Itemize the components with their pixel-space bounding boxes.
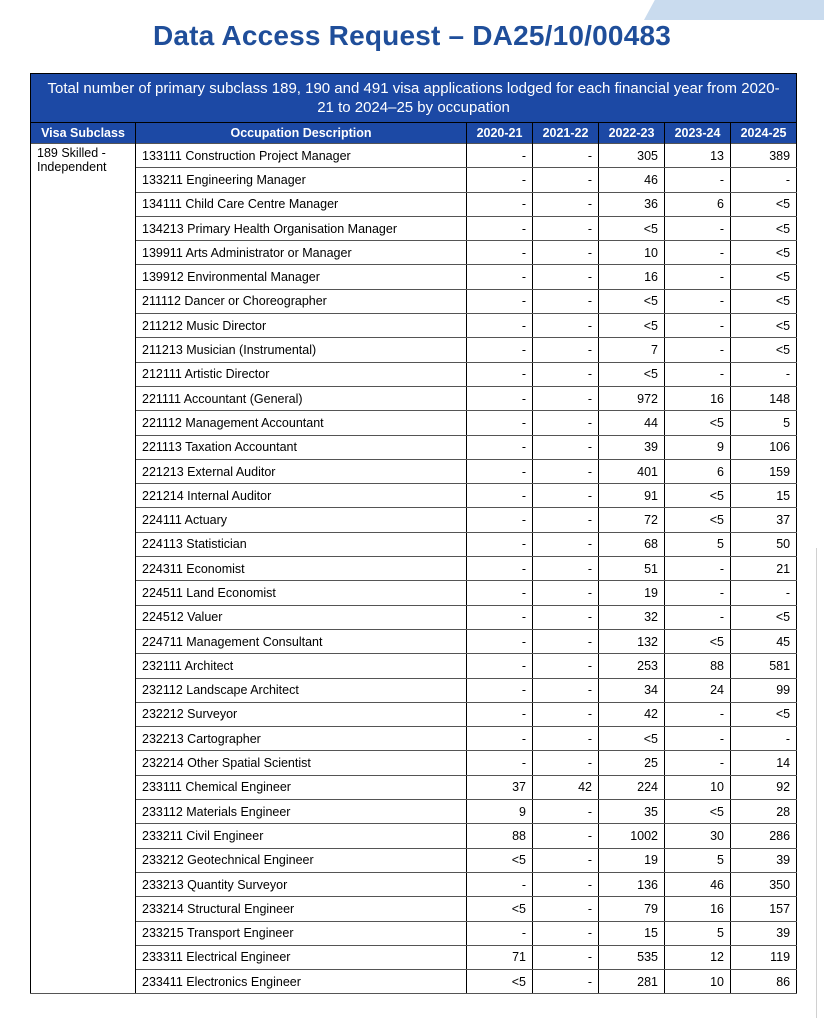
value-cell: -: [533, 144, 599, 168]
value-cell: <5: [731, 338, 797, 362]
value-cell: -: [665, 168, 731, 192]
value-cell: <5: [467, 848, 533, 872]
occupation-cell: 139911 Arts Administrator or Manager: [136, 241, 467, 265]
value-cell: 37: [731, 508, 797, 532]
value-cell: -: [467, 629, 533, 653]
occupation-cell: 224311 Economist: [136, 557, 467, 581]
value-cell: <5: [599, 289, 665, 313]
occupation-cell: 233411 Electronics Engineer: [136, 970, 467, 994]
value-cell: -: [467, 605, 533, 629]
value-cell: 119: [731, 945, 797, 969]
value-cell: 88: [665, 654, 731, 678]
value-cell: 224: [599, 775, 665, 799]
value-cell: -: [533, 605, 599, 629]
value-cell: <5: [731, 241, 797, 265]
value-cell: -: [533, 484, 599, 508]
occupation-cell: 134213 Primary Health Organisation Manager: [136, 216, 467, 240]
col-header-visa-subclass: Visa Subclass: [31, 123, 136, 144]
value-cell: -: [467, 654, 533, 678]
occupation-cell: 224111 Actuary: [136, 508, 467, 532]
value-cell: -: [533, 702, 599, 726]
value-cell: <5: [467, 897, 533, 921]
table-row: [31, 484, 797, 508]
value-cell: -: [533, 241, 599, 265]
value-cell: 6: [665, 459, 731, 483]
value-cell: 36: [599, 192, 665, 216]
table-row: [31, 144, 797, 168]
value-cell: 12: [665, 945, 731, 969]
column-header-row: [31, 123, 797, 144]
value-cell: -: [467, 751, 533, 775]
value-cell: -: [533, 459, 599, 483]
value-cell: 35: [599, 800, 665, 824]
table-row: [31, 508, 797, 532]
value-cell: 39: [731, 921, 797, 945]
value-cell: -: [467, 192, 533, 216]
value-cell: <5: [665, 629, 731, 653]
value-cell: -: [665, 605, 731, 629]
occupation-cell: 224113 Statistician: [136, 532, 467, 556]
value-cell: -: [467, 459, 533, 483]
value-cell: -: [665, 216, 731, 240]
value-cell: <5: [731, 314, 797, 338]
table-row: [31, 241, 797, 265]
table-row: [31, 411, 797, 435]
value-cell: 51: [599, 557, 665, 581]
value-cell: 9: [467, 800, 533, 824]
table-row: [31, 702, 797, 726]
value-cell: -: [665, 702, 731, 726]
value-cell: 19: [599, 848, 665, 872]
value-cell: 286: [731, 824, 797, 848]
occupation-cell: 232111 Architect: [136, 654, 467, 678]
table-row: [31, 338, 797, 362]
occupation-cell: 221111 Accountant (General): [136, 386, 467, 410]
value-cell: -: [533, 654, 599, 678]
value-cell: 7: [599, 338, 665, 362]
value-cell: 159: [731, 459, 797, 483]
value-cell: 32: [599, 605, 665, 629]
value-cell: 305: [599, 144, 665, 168]
value-cell: 92: [731, 775, 797, 799]
value-cell: 132: [599, 629, 665, 653]
table-row: [31, 532, 797, 556]
value-cell: <5: [731, 192, 797, 216]
value-cell: -: [467, 168, 533, 192]
occupation-cell: 224512 Valuer: [136, 605, 467, 629]
value-cell: 44: [599, 411, 665, 435]
table-row: [31, 216, 797, 240]
value-cell: -: [665, 557, 731, 581]
value-cell: -: [467, 216, 533, 240]
value-cell: 42: [599, 702, 665, 726]
value-cell: -: [467, 581, 533, 605]
table-row: [31, 168, 797, 192]
value-cell: -: [467, 921, 533, 945]
value-cell: -: [467, 484, 533, 508]
col-header-2020-21: 2020-21: [467, 123, 533, 144]
value-cell: 72: [599, 508, 665, 532]
occupation-cell: 233211 Civil Engineer: [136, 824, 467, 848]
value-cell: -: [665, 581, 731, 605]
value-cell: 157: [731, 897, 797, 921]
value-cell: -: [533, 800, 599, 824]
value-cell: -: [467, 386, 533, 410]
value-cell: -: [533, 921, 599, 945]
value-cell: -: [533, 970, 599, 994]
occupation-cell: 233215 Transport Engineer: [136, 921, 467, 945]
value-cell: -: [533, 897, 599, 921]
value-cell: -: [467, 532, 533, 556]
value-cell: <5: [467, 970, 533, 994]
value-cell: 15: [731, 484, 797, 508]
value-cell: -: [467, 435, 533, 459]
occupation-cell: 211213 Musician (Instrumental): [136, 338, 467, 362]
page-title: Data Access Request – DA25/10/00483: [152, 20, 672, 51]
value-cell: -: [467, 338, 533, 362]
value-cell: -: [533, 678, 599, 702]
table-row: [31, 289, 797, 313]
value-cell: -: [533, 314, 599, 338]
occupation-cell: 211112 Dancer or Choreographer: [136, 289, 467, 313]
value-cell: 16: [599, 265, 665, 289]
occupation-cell: 133211 Engineering Manager: [136, 168, 467, 192]
value-cell: -: [533, 727, 599, 751]
value-cell: <5: [665, 508, 731, 532]
value-cell: -: [533, 629, 599, 653]
table-row: [31, 970, 797, 994]
value-cell: -: [731, 727, 797, 751]
value-cell: 10: [665, 775, 731, 799]
value-cell: -: [467, 265, 533, 289]
value-cell: 46: [599, 168, 665, 192]
value-cell: 39: [731, 848, 797, 872]
corner-decoration: [644, 0, 824, 20]
value-cell: 50: [731, 532, 797, 556]
value-cell: -: [533, 508, 599, 532]
value-cell: -: [533, 216, 599, 240]
col-header-2021-22: 2021-22: [533, 123, 599, 144]
value-cell: 581: [731, 654, 797, 678]
occupation-cell: 221214 Internal Auditor: [136, 484, 467, 508]
page-edge-divider: [816, 548, 817, 1018]
occupation-cell: 232212 Surveyor: [136, 702, 467, 726]
value-cell: 281: [599, 970, 665, 994]
value-cell: <5: [599, 727, 665, 751]
value-cell: -: [533, 945, 599, 969]
table-row: [31, 654, 797, 678]
value-cell: 148: [731, 386, 797, 410]
table-row: [31, 581, 797, 605]
value-cell: -: [533, 192, 599, 216]
value-cell: -: [533, 386, 599, 410]
value-cell: 68: [599, 532, 665, 556]
table-row: [31, 678, 797, 702]
value-cell: 39: [599, 435, 665, 459]
value-cell: 91: [599, 484, 665, 508]
value-cell: -: [533, 872, 599, 896]
value-cell: 71: [467, 945, 533, 969]
value-cell: <5: [599, 314, 665, 338]
value-cell: <5: [599, 362, 665, 386]
table-row: [31, 945, 797, 969]
value-cell: -: [533, 362, 599, 386]
occupation-cell: 224511 Land Economist: [136, 581, 467, 605]
value-cell: 972: [599, 386, 665, 410]
value-cell: 136: [599, 872, 665, 896]
value-cell: -: [533, 581, 599, 605]
table-row: [31, 751, 797, 775]
value-cell: -: [533, 848, 599, 872]
table-row: [31, 872, 797, 896]
value-cell: 16: [665, 897, 731, 921]
value-cell: 34: [599, 678, 665, 702]
occupation-cell: 221213 External Auditor: [136, 459, 467, 483]
occupation-cell: 233111 Chemical Engineer: [136, 775, 467, 799]
value-cell: 5: [731, 411, 797, 435]
visa-subclass-cell: 189 Skilled - Independent: [31, 144, 136, 994]
table-row: [31, 824, 797, 848]
value-cell: -: [665, 265, 731, 289]
value-cell: 86: [731, 970, 797, 994]
value-cell: 30: [665, 824, 731, 848]
value-cell: -: [467, 557, 533, 581]
table-row: [31, 459, 797, 483]
value-cell: 13: [665, 144, 731, 168]
value-cell: -: [533, 435, 599, 459]
col-header-2024-25: 2024-25: [731, 123, 797, 144]
value-cell: -: [467, 289, 533, 313]
value-cell: -: [731, 581, 797, 605]
value-cell: 6: [665, 192, 731, 216]
visa-applications-table: [30, 73, 797, 994]
table-row: [31, 435, 797, 459]
value-cell: 15: [599, 921, 665, 945]
value-cell: 401: [599, 459, 665, 483]
value-cell: -: [467, 144, 533, 168]
occupation-cell: 221113 Taxation Accountant: [136, 435, 467, 459]
value-cell: 535: [599, 945, 665, 969]
value-cell: 28: [731, 800, 797, 824]
table-row: [31, 727, 797, 751]
value-cell: 37: [467, 775, 533, 799]
value-cell: 389: [731, 144, 797, 168]
value-cell: 42: [533, 775, 599, 799]
value-cell: 19: [599, 581, 665, 605]
value-cell: 1002: [599, 824, 665, 848]
occupation-cell: 134111 Child Care Centre Manager: [136, 192, 467, 216]
occupation-cell: 233212 Geotechnical Engineer: [136, 848, 467, 872]
table-row: [31, 775, 797, 799]
value-cell: 10: [665, 970, 731, 994]
value-cell: 350: [731, 872, 797, 896]
value-cell: <5: [731, 702, 797, 726]
value-cell: -: [731, 168, 797, 192]
value-cell: <5: [665, 800, 731, 824]
table-row: [31, 314, 797, 338]
table-row: [31, 897, 797, 921]
value-cell: <5: [731, 605, 797, 629]
table-row: [31, 362, 797, 386]
table-row: [31, 800, 797, 824]
value-cell: -: [665, 289, 731, 313]
value-cell: -: [467, 727, 533, 751]
value-cell: -: [467, 872, 533, 896]
value-cell: 14: [731, 751, 797, 775]
table-row: [31, 386, 797, 410]
table-row: [31, 557, 797, 581]
value-cell: -: [533, 168, 599, 192]
value-cell: <5: [731, 216, 797, 240]
value-cell: 106: [731, 435, 797, 459]
value-cell: -: [533, 824, 599, 848]
occupation-cell: 232214 Other Spatial Scientist: [136, 751, 467, 775]
value-cell: -: [665, 241, 731, 265]
occupation-cell: 139912 Environmental Manager: [136, 265, 467, 289]
col-header-2022-23: 2022-23: [599, 123, 665, 144]
table-row: [31, 921, 797, 945]
value-cell: <5: [731, 289, 797, 313]
value-cell: 88: [467, 824, 533, 848]
table-row: [31, 605, 797, 629]
value-cell: -: [665, 338, 731, 362]
occupation-cell: 233311 Electrical Engineer: [136, 945, 467, 969]
occupation-cell: 221112 Management Accountant: [136, 411, 467, 435]
table-row: [31, 848, 797, 872]
value-cell: -: [731, 362, 797, 386]
table-caption: Total number of primary subclass 189, 190 and 491 visa applications lodged for each financial year from 2020-21 to 2024–25 by occupation: [31, 74, 797, 123]
value-cell: -: [533, 557, 599, 581]
value-cell: -: [665, 751, 731, 775]
value-cell: -: [467, 678, 533, 702]
value-cell: <5: [599, 216, 665, 240]
value-cell: -: [533, 751, 599, 775]
occupation-cell: 232213 Cartographer: [136, 727, 467, 751]
value-cell: -: [665, 362, 731, 386]
occupation-cell: 224711 Management Consultant: [136, 629, 467, 653]
value-cell: 5: [665, 848, 731, 872]
occupation-cell: 233214 Structural Engineer: [136, 897, 467, 921]
value-cell: -: [665, 314, 731, 338]
occupation-cell: 133111 Construction Project Manager: [136, 144, 467, 168]
occupation-cell: 233213 Quantity Surveyor: [136, 872, 467, 896]
value-cell: 79: [599, 897, 665, 921]
col-header-2023-24: 2023-24: [665, 123, 731, 144]
value-cell: -: [467, 702, 533, 726]
value-cell: 5: [665, 921, 731, 945]
value-cell: -: [533, 289, 599, 313]
occupation-cell: 211212 Music Director: [136, 314, 467, 338]
value-cell: 9: [665, 435, 731, 459]
value-cell: -: [467, 508, 533, 532]
value-cell: -: [533, 338, 599, 362]
value-cell: -: [665, 727, 731, 751]
value-cell: 24: [665, 678, 731, 702]
value-cell: 16: [665, 386, 731, 410]
value-cell: -: [467, 241, 533, 265]
occupation-cell: 212111 Artistic Director: [136, 362, 467, 386]
value-cell: 25: [599, 751, 665, 775]
value-cell: <5: [731, 265, 797, 289]
value-cell: 46: [665, 872, 731, 896]
value-cell: 253: [599, 654, 665, 678]
value-cell: 21: [731, 557, 797, 581]
table-row: [31, 629, 797, 653]
value-cell: <5: [665, 484, 731, 508]
value-cell: 45: [731, 629, 797, 653]
value-cell: 10: [599, 241, 665, 265]
value-cell: -: [533, 532, 599, 556]
table-row: [31, 265, 797, 289]
value-cell: -: [467, 362, 533, 386]
occupation-cell: 232112 Landscape Architect: [136, 678, 467, 702]
value-cell: -: [467, 314, 533, 338]
value-cell: <5: [665, 411, 731, 435]
value-cell: -: [467, 411, 533, 435]
value-cell: 5: [665, 532, 731, 556]
table-row: [31, 192, 797, 216]
col-header-occupation: Occupation Description: [136, 123, 467, 144]
value-cell: -: [533, 411, 599, 435]
value-cell: -: [533, 265, 599, 289]
value-cell: 99: [731, 678, 797, 702]
occupation-cell: 233112 Materials Engineer: [136, 800, 467, 824]
